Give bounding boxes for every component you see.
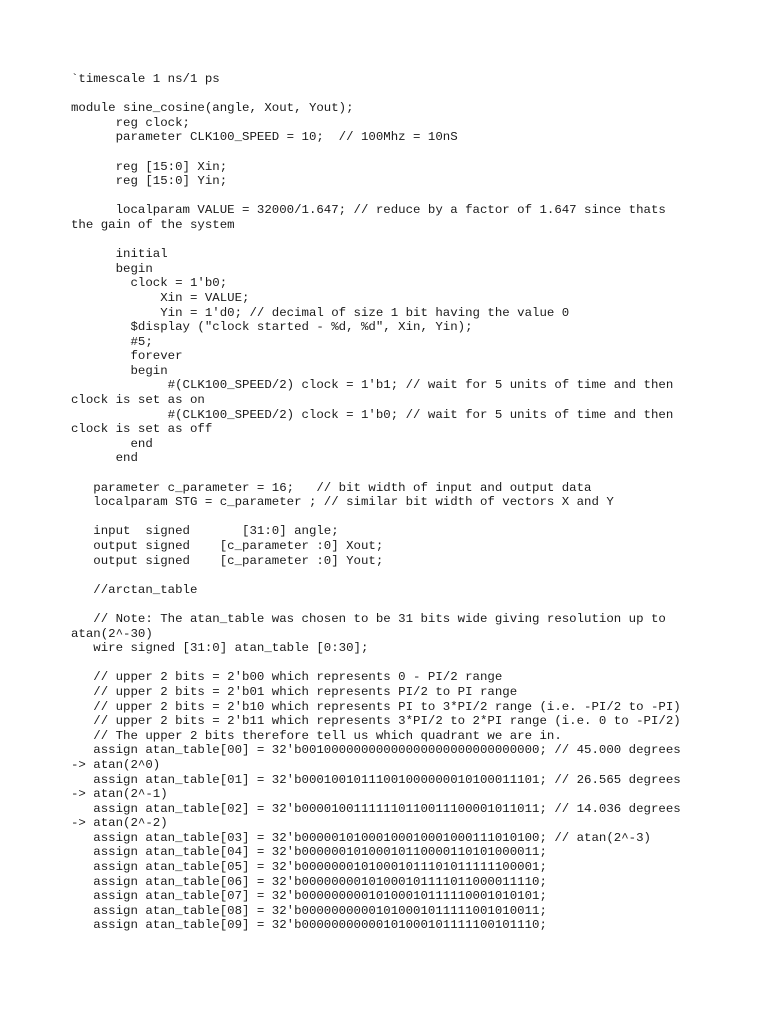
code-line: assign atan_table[03] = 32'b00000101000100010001000111010100; // atan(2^-3): [71, 830, 651, 845]
code-line: the gain of the system: [71, 217, 235, 232]
code-line: clock is set as on: [71, 393, 205, 408]
code-line: localparam STG = c_parameter ; // similar bit width of vectors X and Y: [71, 495, 614, 510]
code-line: forever: [71, 349, 183, 364]
code-line: assign atan_table[07] = 32'b00000000010100010111110001010101;: [71, 889, 547, 904]
code-line: assign atan_table[02] = 32'b00001001111110110011100001011011; // 14.036 degrees: [71, 801, 681, 816]
code-line: Xin = VALUE;: [71, 290, 250, 305]
code-line: [71, 233, 711, 248]
code-line: // upper 2 bits = 2'b00 which represents 0 - PI/2 range: [71, 670, 503, 685]
code-line: clock = 1'b0;: [71, 276, 228, 291]
code-line: assign atan_table[05] = 32'b00000001010001011101011111100001;: [71, 860, 547, 875]
code-line: // upper 2 bits = 2'b11 which represents 3*PI/2 to 2*PI range (i.e. 0 to -PI/2): [71, 714, 681, 729]
code-line: end: [71, 451, 138, 466]
code-line: [71, 656, 711, 671]
code-line: [71, 87, 711, 102]
code-line: module sine_cosine(angle, Xout, Yout);: [71, 101, 354, 116]
code-line: #(CLK100_SPEED/2) clock = 1'b1; // wait for 5 units of time and then: [71, 378, 674, 393]
code-line: //arctan_table: [71, 582, 198, 597]
code-line: parameter c_parameter = 16; // bit width of input and output data: [71, 480, 592, 495]
code-line: // upper 2 bits = 2'b01 which represents PI/2 to PI range: [71, 684, 518, 699]
verilog-code-block: [71, 72, 711, 933]
code-line: end: [71, 436, 153, 451]
code-line: assign atan_table[04] = 32'b00000010100010110000110101000011;: [71, 845, 547, 860]
code-line: [71, 466, 711, 481]
code-line: [71, 568, 711, 583]
code-line: // upper 2 bits = 2'b10 which represents PI to 3*PI/2 range (i.e. -PI/2 to -PI): [71, 699, 681, 714]
code-line: atan(2^-30): [71, 626, 153, 641]
code-line: input signed [31:0] angle;: [71, 524, 339, 539]
code-line: reg [15:0] Yin;: [71, 174, 228, 189]
code-line: [71, 510, 711, 525]
code-line: -> atan(2^-2): [71, 816, 168, 831]
code-line: #(CLK100_SPEED/2) clock = 1'b0; // wait for 5 units of time and then: [71, 407, 674, 422]
code-line: Yin = 1'd0; // decimal of size 1 bit having the value 0: [71, 305, 570, 320]
code-line: assign atan_table[08] = 32'b00000000001010001011111001010011;: [71, 903, 547, 918]
code-line: assign atan_table[06] = 32'b00000000101000101111011000011110;: [71, 874, 547, 889]
code-line: [71, 189, 711, 204]
code-line: [71, 145, 711, 160]
code-line: // The upper 2 bits therefore tell us which quadrant we are in.: [71, 728, 562, 743]
code-line: -> atan(2^-1): [71, 787, 168, 802]
code-line: output signed [c_parameter :0] Xout;: [71, 539, 384, 553]
code-line: assign atan_table[00] = 32'b00100000000000000000000000000000; // 45.000 degrees: [71, 743, 681, 758]
code-line: `timescale 1 ns/1 ps: [71, 72, 220, 86]
code-line: reg [15:0] Xin;: [71, 159, 228, 174]
code-line: parameter CLK100_SPEED = 10; // 100Mhz = 10nS: [71, 130, 458, 145]
code-line: #5;: [71, 334, 153, 349]
code-line: assign atan_table[01] = 32'b00010010111001000000010100011101; // 26.565 degrees: [71, 772, 681, 787]
code-line: clock is set as off: [71, 422, 213, 437]
code-line: [71, 597, 711, 612]
code-line: initial: [71, 247, 168, 262]
code-line: wire signed [31:0] atan_table [0:30];: [71, 641, 369, 656]
code-line: assign atan_table[09] = 32'b00000000000101000101111100101110;: [71, 918, 547, 933]
code-line: output signed [c_parameter :0] Yout;: [71, 553, 384, 568]
code-line: // Note: The atan_table was chosen to be 31 bits wide giving resolution up to: [71, 611, 666, 626]
code-line: begin: [71, 261, 153, 276]
code-line: reg clock;: [71, 115, 190, 130]
code-line: begin: [71, 363, 168, 378]
code-line: localparam VALUE = 32000/1.647; // reduce by a factor of 1.647 since thats: [71, 203, 666, 218]
code-line: -> atan(2^0): [71, 757, 161, 772]
code-line: $display ("clock started - %d, %d", Xin, Yin);: [71, 320, 473, 335]
